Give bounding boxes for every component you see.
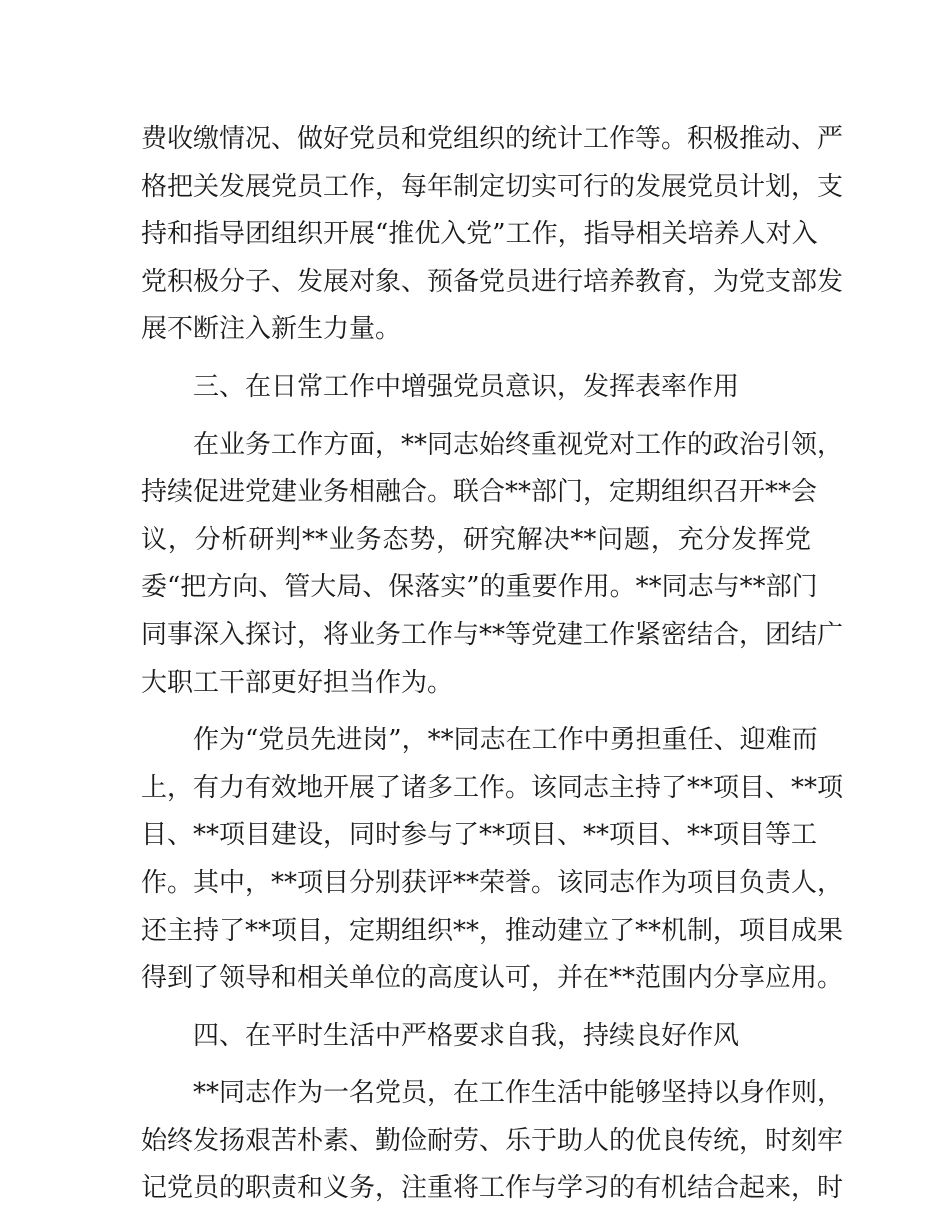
heading-text: 四、在平时生活中严格要求自我，持续良好作风 xyxy=(193,1020,740,1051)
section-heading-4 xyxy=(141,1013,811,1061)
text-line: 党积极分子、发展对象、预备党员进行培养教育，为党支部发 xyxy=(141,266,844,297)
text-line: 目、**项目建设，同时参与了**项目、**项目、**项目等工 xyxy=(141,820,818,851)
text-line: 展不断注入新生力量。 xyxy=(141,314,402,345)
text-line: 大职工干部更好担当作为。 xyxy=(141,667,454,698)
text-line: 持续促进党建业务相融合。联合**部门，定期组织召开**会 xyxy=(141,477,818,508)
text-line: **同志作为一名党员，在工作生活中能够坚持以身作则， xyxy=(193,1078,844,1109)
text-line: 议，分析研判**业务态势，研究解决**问题，充分发挥党 xyxy=(141,524,811,555)
paragraph-3 xyxy=(141,717,844,1003)
document-page xyxy=(141,116,844,1213)
text-line: 作为“党员先进岗”，**同志在工作中勇担重任、迎难而 xyxy=(193,725,818,756)
heading-text: 三、在日常工作中增强党员意识，发挥表率作用 xyxy=(193,371,740,402)
paragraph-1 xyxy=(141,116,844,354)
text-line: 还主持了**项目，定期组织**，推动建立了**机制，项目成果 xyxy=(141,915,844,946)
text-line: 费收缴情况、做好党员和党组织的统计工作等。积极推动、严 xyxy=(141,124,844,154)
text-line: 作。其中，**项目分别获评**荣誉。该同志作为项目负责人， xyxy=(141,867,844,898)
text-line: 始终发扬艰苦朴素、勤俭耐劳、乐于助人的优良传统，时刻牢 xyxy=(141,1125,844,1156)
paragraph-4 xyxy=(141,1070,844,1213)
text-line: 同事深入探讨，将业务工作与**等党建工作紧密结合，团结广 xyxy=(141,619,844,650)
text-line: 持和指导团组织开展“推优入党”工作，指导相关培养人对入 xyxy=(141,219,818,250)
text-line: 委“把方向、管大局、保落实”的重要作用。**同志与**部门 xyxy=(141,572,818,603)
text-line: 记党员的职责和义务，注重将工作与学习的有机结合起来，时 xyxy=(141,1173,844,1204)
section-heading-3 xyxy=(141,364,811,412)
text-line: 在业务工作方面，**同志始终重视党对工作的政治引领， xyxy=(193,429,844,460)
text-line: 上，有力有效地开展了诸多工作。该同志主持了**项目、**项 xyxy=(141,772,844,803)
text-line: 格把关发展党员工作，每年制定切实可行的发展党员计划，支 xyxy=(141,171,844,202)
paragraph-2 xyxy=(141,422,844,708)
text-line: 得到了领导和相关单位的高度认可，并在**范围内分享应用。 xyxy=(141,963,844,994)
